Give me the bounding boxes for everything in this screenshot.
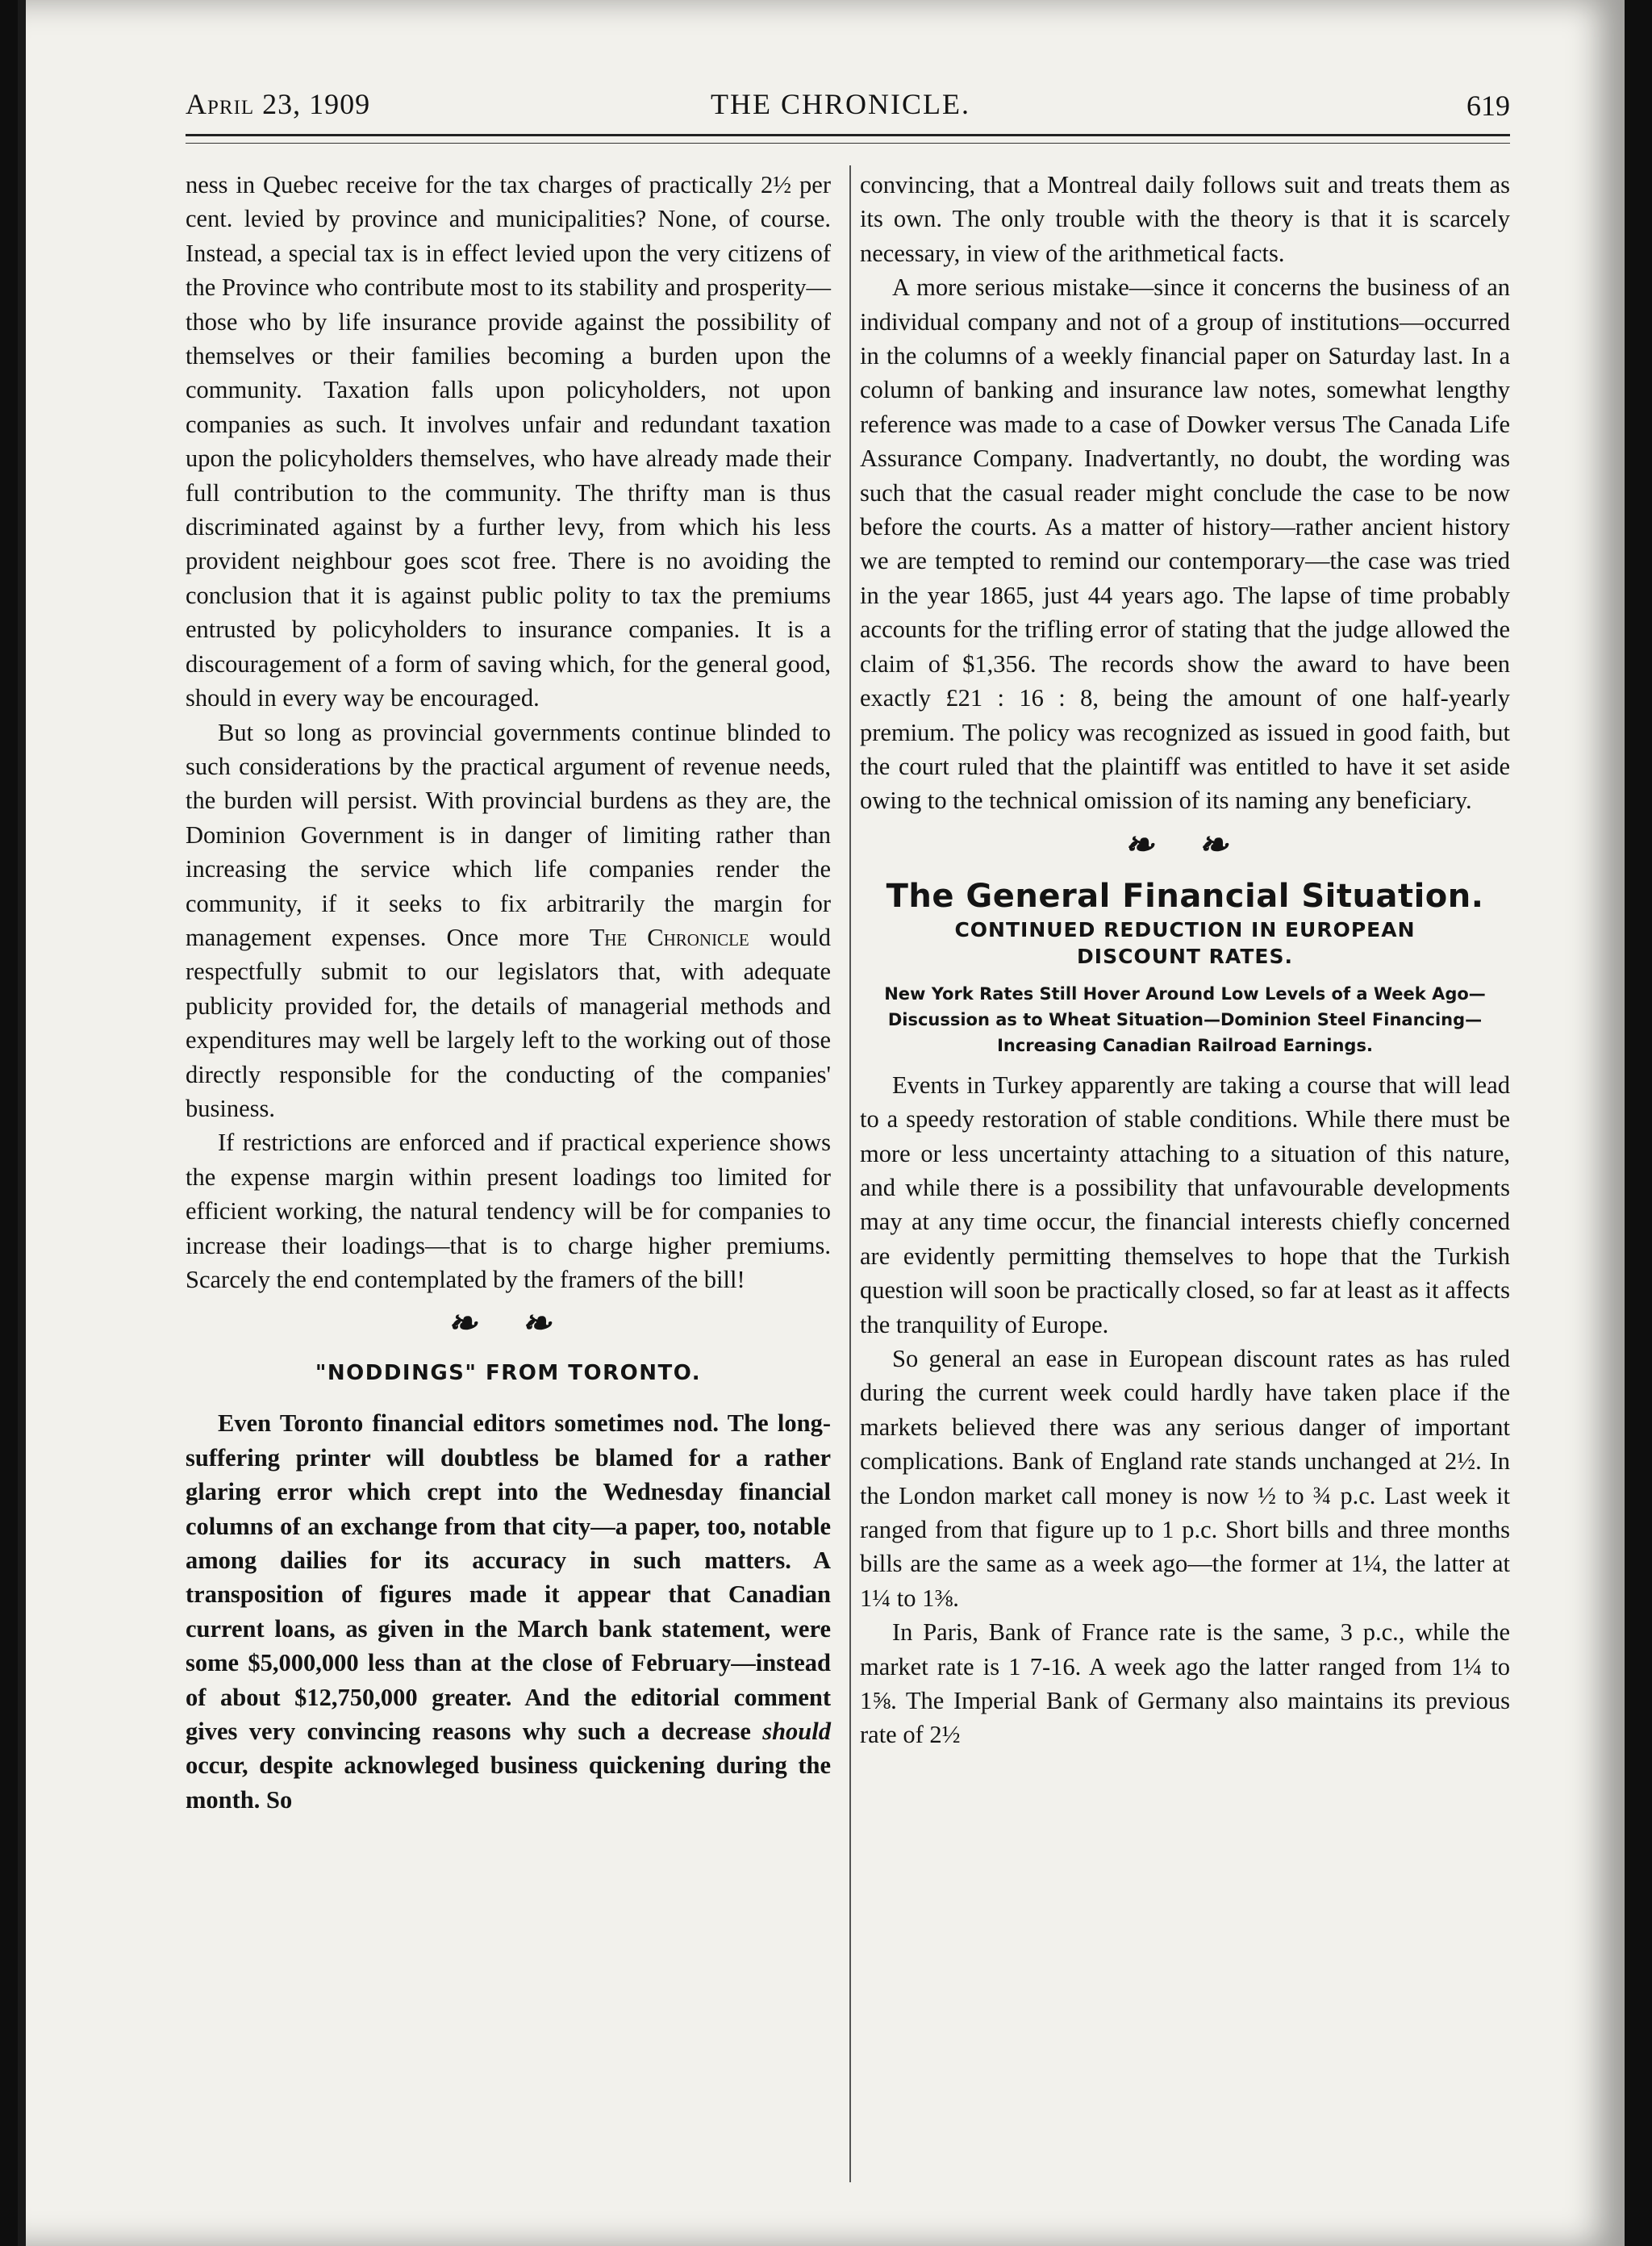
paragraph-text: occur, despite acknowleged business quickening during the month. So (186, 1751, 831, 1814)
publication-name-smallcaps: The Chronicle (589, 923, 749, 951)
paragraph: If restrictions are enforced and if practical experience shows the expense margin within present loadings too limited for efficient working, the natural tendency will be for companies to increase their loadings—that is to charge higher premiums. Scarcely the end contemplated by the framers of the bill! (186, 1129, 831, 1293)
paragraph (186, 1406, 831, 1817)
article-title: The General Financial Situation. (886, 877, 1484, 915)
header-rule (186, 134, 1510, 144)
right-column (860, 168, 1510, 1752)
publication-title: THE CHRONICLE. (711, 88, 970, 120)
paragraph-text: would respectfully submit to our legislators that, with adequate publicity provided for, the details of managerial methods and expenditures may well be largely left to the working out of those directly responsible for the conducting of the companies' business. (186, 923, 831, 1122)
newspaper-page (18, 0, 1625, 2246)
article-deck: New York Rates Still Hover Around Low Levels of a Week Ago—Discussion as to Wheat Situation—Dominion Steel Financing—Increasing Canadian Railroad Earnings. (884, 983, 1486, 1055)
page-number: 619 (1466, 90, 1510, 122)
paragraph: A more serious mistake—since it concerns the business of an individual company and not of a group of institutions—occurred in the columns of a weekly financial paper on Saturday last. In a column of banking and insurance law notes, somewhat lengthy reference was made to a case of Dowker versus The Canada Life Assurance Company. Inadvertantly, no doubt, the wording was such that the casual reader might conclude the case to be now before the courts. As a matter of history—rather ancient history we are tempted to remind our contemporary—the case was tried in the year 1865, just 44 years ago. The lapse of time probably accounts for the trifling error of stating that the judge allowed the claim of $1,356. The records show the award to have been exactly £21 : 16 : 8, being the amount of one half-yearly premium. The policy was recognized as issued in good faith, but the court ruled that the plaintiff was entitled to have it set aside owing to the technical omission of its naming any beneficiary. (860, 273, 1510, 815)
article-subtitle: CONTINUED REDUCTION IN EUROPEAN (954, 917, 1416, 941)
paragraph-text: But so long as provincial governments continue blinded to such considerations by the practical argument of revenue needs, the burden will persist. With provincial burdens as they are, the Dominion Government is in danger of limiting rather than increasing the service which life companies render the community, if it seeks to fix arbitrarily the margin for management expenses. Once more (186, 718, 831, 951)
ornament: ❧ ❧ (447, 1304, 569, 1344)
paragraph: ness in Quebec receive for the tax charges of practically 2½ per cent. levied by province and municipalities? None, of course. Instead, a special tax is in effect levied upon the very citizens of the Province who contribute most to its stability and prosperity—those who by life insurance provide against the possibility of themselves or their families becoming a burden upon the community. Taxation falls upon policyholders, not upon companies as such. It involves unfair and redundant taxation upon the policyholders themselves, who have already made their full contribution to the community. The thrifty man is thus discriminated against by a further levy, from which his less provident neighbour goes scot free. There is no avoiding the conclusion that it is against public polity to tax the premiums entrusted by policyholders to insurance companies. It is a discouragement of a form of saving which, for the general good, should in every way be encouraged. (186, 171, 831, 712)
emphasis-text: should (762, 1718, 831, 1746)
column-divider (849, 165, 851, 2182)
paragraph (186, 716, 831, 1126)
section-heading: "NODDINGS" FROM TORONTO. (315, 1361, 702, 1386)
page-header (163, 84, 1518, 136)
paragraph: So general an ease in European discount rates as has ruled during the current week could hardly have taken place if the markets believed there was any serious danger of important complications. Bank of England rate stands unchanged at 2½. In the London market call money is now ½ to ¾ p.c. Last week it ranged from that figure up to 1 p.c. Short bills and three months bills are the same as a week ago—the former at 1¼, the latter at 1¼ to 1⅜. (860, 1344, 1510, 1612)
paragraph: Events in Turkey apparently are taking a course that will lead to a speedy restoration of stable conditions. While there must be more or less uncertainty attaching to a situation of this nature, and while there is a possibility that unfavourable developments may at any time occur, the financial interests chiefly concerned are evidently permitting themselves to hope that the Turkish question will soon be practically closed, so far at least as it affects the tranquility of Europe. (860, 1071, 1510, 1338)
article-subtitle: DISCOUNT RATES. (1077, 944, 1293, 968)
left-column (186, 168, 831, 1817)
paragraph: In Paris, Bank of France rate is the same, 3 p.c., while the market rate is 1 7-16. A week ago the latter ranged from 1¼ to 1⅝. The Imperial Bank of Germany also maintains its previous rate of 2½ (860, 1618, 1510, 1749)
paragraph-text: Even Toronto financial editors sometimes nod. The long-suffering printer will doubtless be blamed for a rather glaring error which crept into the Wednesday financial columns of an exchange from that city—a paper, too, notable among dailies for its accuracy in such matters. A transposition of figures made it appear that Canadian current loans, as given in the March bank statement, were some $5,000,000 less than at the close of February—instead of about $12,750,000 greater. And the editorial comment gives very convincing reasons why such a decrease (186, 1409, 831, 1746)
paragraph: convincing, that a Montreal daily follows suit and treats them as its own. The only trouble with the theory is that it is scarcely necessary, in view of the arithmetical facts. (860, 171, 1510, 267)
issue-date: April 23, 1909 (186, 88, 371, 120)
ornament: ❧ ❧ (1124, 825, 1246, 865)
